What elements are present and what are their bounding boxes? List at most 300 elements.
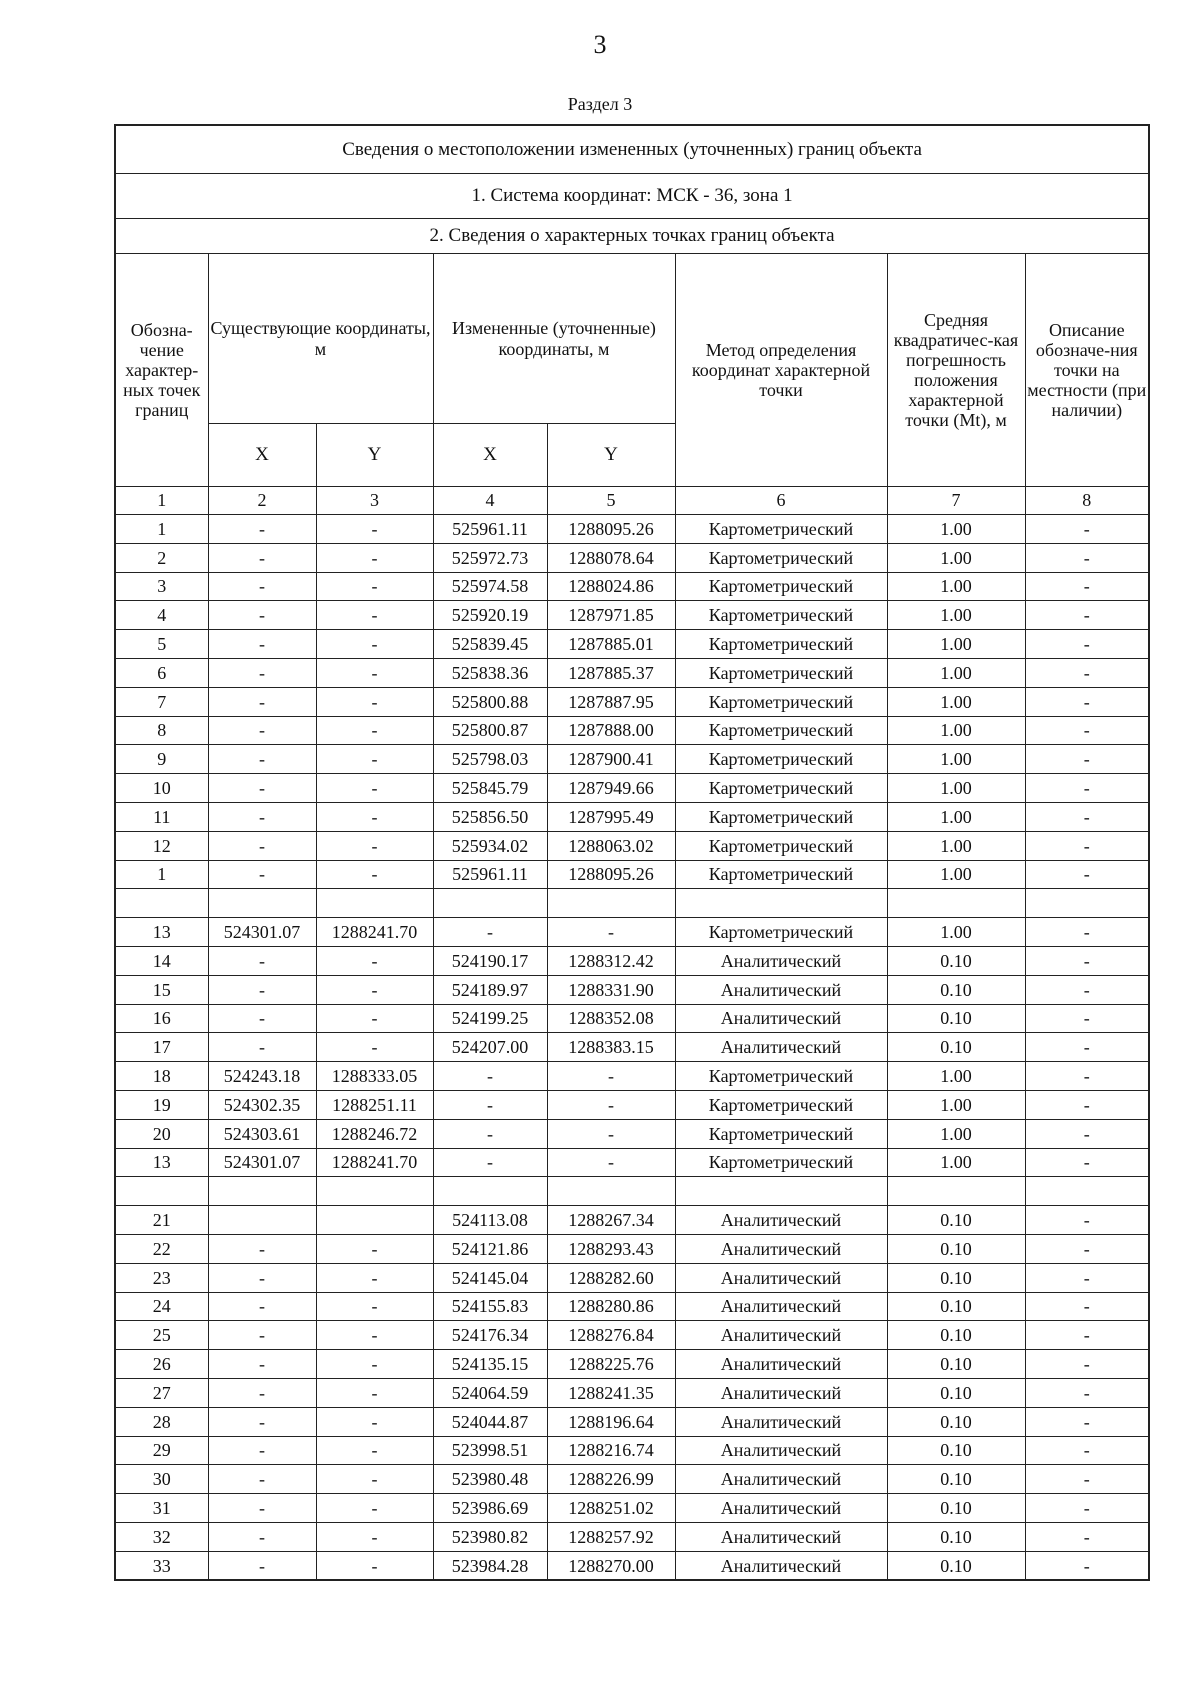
- method-cell: Картометрический: [675, 745, 887, 774]
- column-number: 7: [887, 487, 1025, 515]
- method-cell: Картометрический: [675, 630, 887, 659]
- changed-x-cell: -: [433, 918, 547, 947]
- existing-y-cell: -: [316, 1522, 433, 1551]
- table-row: [115, 1494, 1149, 1523]
- changed-y-cell: 1288241.35: [547, 1378, 675, 1407]
- existing-x-cell: -: [208, 1436, 316, 1465]
- method-cell: [675, 889, 887, 918]
- changed-y-cell: 1288267.34: [547, 1206, 675, 1235]
- method-cell: Картометрический: [675, 1148, 887, 1177]
- point-number-cell: 32: [115, 1522, 208, 1551]
- changed-x-cell: -: [433, 1119, 547, 1148]
- table-row: [115, 831, 1149, 860]
- table-row: [115, 946, 1149, 975]
- point-number-cell: 33: [115, 1551, 208, 1580]
- existing-x-cell: -: [208, 630, 316, 659]
- existing-y-cell: -: [316, 1465, 433, 1494]
- mean-error-cell: 0.10: [887, 1321, 1025, 1350]
- existing-x-cell: [208, 1177, 316, 1206]
- mean-error-cell: 1.00: [887, 918, 1025, 947]
- existing-x-cell: -: [208, 1321, 316, 1350]
- changed-x-cell: -: [433, 1090, 547, 1119]
- changed-y-cell: -: [547, 1119, 675, 1148]
- mean-error-cell: 0.10: [887, 1292, 1025, 1321]
- method-cell: Картометрический: [675, 860, 887, 889]
- changed-y-cell: 1288331.90: [547, 975, 675, 1004]
- existing-x-cell: 524301.07: [208, 918, 316, 947]
- point-number-cell: 18: [115, 1062, 208, 1091]
- description-cell: [1025, 1177, 1149, 1206]
- point-number-cell: [115, 1177, 208, 1206]
- changed-x-cell: 524190.17: [433, 946, 547, 975]
- table-row: [115, 1062, 1149, 1091]
- changed-y-cell: 1287887.95: [547, 687, 675, 716]
- mean-error-cell: 0.10: [887, 975, 1025, 1004]
- description-cell: -: [1025, 630, 1149, 659]
- point-number-cell: 5: [115, 630, 208, 659]
- header-description: Описание обозначе-ния точки на местности (при наличии): [1025, 254, 1149, 487]
- mean-error-cell: 0.10: [887, 1407, 1025, 1436]
- changed-y-cell: 1288251.02: [547, 1494, 675, 1523]
- section-label: Раздел 3: [567, 94, 633, 114]
- existing-x-cell: 524303.61: [208, 1119, 316, 1148]
- changed-y-cell: 1288095.26: [547, 515, 675, 544]
- table-row: [115, 630, 1149, 659]
- description-cell: -: [1025, 774, 1149, 803]
- changed-x-cell: 524113.08: [433, 1206, 547, 1235]
- mean-error-cell: 1.00: [887, 831, 1025, 860]
- changed-y-cell: 1288383.15: [547, 1033, 675, 1062]
- existing-x-cell: 524302.35: [208, 1090, 316, 1119]
- table-row: [115, 1148, 1149, 1177]
- changed-x-cell: 523986.69: [433, 1494, 547, 1523]
- changed-y-cell: 1288225.76: [547, 1350, 675, 1379]
- existing-y-cell: -: [316, 630, 433, 659]
- method-cell: Картометрический: [675, 802, 887, 831]
- table-row: [115, 543, 1149, 572]
- changed-y-cell: 1288024.86: [547, 572, 675, 601]
- mean-error-cell: 0.10: [887, 1234, 1025, 1263]
- point-number-cell: 30: [115, 1465, 208, 1494]
- existing-x-cell: -: [208, 1407, 316, 1436]
- description-cell: -: [1025, 1263, 1149, 1292]
- mean-error-cell: 1.00: [887, 1090, 1025, 1119]
- changed-y-cell: 1288293.43: [547, 1234, 675, 1263]
- description-cell: -: [1025, 802, 1149, 831]
- existing-x-cell: -: [208, 658, 316, 687]
- mean-error-cell: 0.10: [887, 1522, 1025, 1551]
- table-row: [115, 1206, 1149, 1235]
- description-cell: -: [1025, 860, 1149, 889]
- changed-x-cell: -: [433, 1062, 547, 1091]
- mean-error-cell: 1.00: [887, 601, 1025, 630]
- changed-y-cell: 1287885.37: [547, 658, 675, 687]
- changed-x-cell: [433, 1177, 547, 1206]
- changed-y-cell: 1288216.74: [547, 1436, 675, 1465]
- changed-x-cell: 525845.79: [433, 774, 547, 803]
- changed-x-cell: 525838.36: [433, 658, 547, 687]
- existing-x-cell: -: [208, 860, 316, 889]
- description-cell: -: [1025, 1033, 1149, 1062]
- description-cell: -: [1025, 543, 1149, 572]
- existing-x-cell: -: [208, 802, 316, 831]
- changed-y-cell: 1288078.64: [547, 543, 675, 572]
- changed-x-cell: [433, 889, 547, 918]
- changed-x-cell: 523980.48: [433, 1465, 547, 1494]
- changed-x-cell: 524044.87: [433, 1407, 547, 1436]
- changed-x-cell: 524199.25: [433, 1004, 547, 1033]
- existing-x-cell: [208, 1206, 316, 1235]
- existing-x-cell: -: [208, 1378, 316, 1407]
- changed-x-cell: 524145.04: [433, 1263, 547, 1292]
- changed-y-cell: 1288282.60: [547, 1263, 675, 1292]
- existing-y-cell: -: [316, 687, 433, 716]
- changed-y-cell: 1288257.92: [547, 1522, 675, 1551]
- column-number: 1: [115, 487, 208, 515]
- header-x-existing: X: [208, 424, 316, 487]
- method-cell: Картометрический: [675, 515, 887, 544]
- mean-error-cell: 0.10: [887, 1551, 1025, 1580]
- existing-x-cell: -: [208, 687, 316, 716]
- existing-y-cell: 1288333.05: [316, 1062, 433, 1091]
- point-number-cell: 15: [115, 975, 208, 1004]
- point-number-cell: [115, 889, 208, 918]
- existing-y-cell: -: [316, 802, 433, 831]
- mean-error-cell: 0.10: [887, 1263, 1025, 1292]
- changed-y-cell: -: [547, 1148, 675, 1177]
- changed-x-cell: 525800.87: [433, 716, 547, 745]
- changed-y-cell: 1287888.00: [547, 716, 675, 745]
- description-cell: [1025, 889, 1149, 918]
- changed-x-cell: 524176.34: [433, 1321, 547, 1350]
- method-cell: Аналитический: [675, 1551, 887, 1580]
- point-number-cell: 23: [115, 1263, 208, 1292]
- changed-y-cell: 1287900.41: [547, 745, 675, 774]
- header-mean-error: Средняя квадратичес-кая погрешность положения характерной точки (Mt), м: [887, 254, 1025, 487]
- method-cell: Аналитический: [675, 1263, 887, 1292]
- changed-x-cell: 525961.11: [433, 515, 547, 544]
- table-row: [115, 1292, 1149, 1321]
- point-number-cell: 6: [115, 658, 208, 687]
- existing-x-cell: 524243.18: [208, 1062, 316, 1091]
- table-row: [115, 601, 1149, 630]
- method-cell: Картометрический: [675, 543, 887, 572]
- method-cell: Аналитический: [675, 946, 887, 975]
- changed-y-cell: 1287885.01: [547, 630, 675, 659]
- table-row: [115, 975, 1149, 1004]
- changed-x-cell: 523998.51: [433, 1436, 547, 1465]
- header-existing-coords: Существующие координаты, м: [208, 254, 433, 424]
- changed-y-cell: -: [547, 1090, 675, 1119]
- description-cell: -: [1025, 946, 1149, 975]
- column-number: 5: [547, 487, 675, 515]
- method-cell: Аналитический: [675, 975, 887, 1004]
- point-number-cell: 24: [115, 1292, 208, 1321]
- existing-y-cell: -: [316, 1234, 433, 1263]
- description-cell: -: [1025, 831, 1149, 860]
- existing-x-cell: -: [208, 1522, 316, 1551]
- description-cell: -: [1025, 1465, 1149, 1494]
- method-cell: Картометрический: [675, 572, 887, 601]
- existing-y-cell: -: [316, 1321, 433, 1350]
- changed-y-cell: 1288280.86: [547, 1292, 675, 1321]
- existing-y-cell: -: [316, 601, 433, 630]
- changed-x-cell: 524207.00: [433, 1033, 547, 1062]
- changed-y-cell: 1288063.02: [547, 831, 675, 860]
- point-number-cell: 4: [115, 601, 208, 630]
- existing-x-cell: -: [208, 1234, 316, 1263]
- existing-y-cell: -: [316, 1263, 433, 1292]
- table-row: [115, 774, 1149, 803]
- existing-x-cell: -: [208, 1292, 316, 1321]
- changed-y-cell: 1287995.49: [547, 802, 675, 831]
- changed-x-cell: 525934.02: [433, 831, 547, 860]
- existing-y-cell: -: [316, 1436, 433, 1465]
- existing-x-cell: -: [208, 745, 316, 774]
- description-cell: -: [1025, 515, 1149, 544]
- point-number-cell: 29: [115, 1436, 208, 1465]
- point-number-cell: 8: [115, 716, 208, 745]
- changed-x-cell: 525839.45: [433, 630, 547, 659]
- method-cell: Картометрический: [675, 658, 887, 687]
- existing-x-cell: -: [208, 774, 316, 803]
- mean-error-cell: 0.10: [887, 1465, 1025, 1494]
- mean-error-cell: 1.00: [887, 745, 1025, 774]
- mean-error-cell: 0.10: [887, 1494, 1025, 1523]
- changed-x-cell: 524064.59: [433, 1378, 547, 1407]
- description-cell: -: [1025, 1494, 1149, 1523]
- point-number-cell: 14: [115, 946, 208, 975]
- existing-x-cell: -: [208, 515, 316, 544]
- method-cell: Аналитический: [675, 1407, 887, 1436]
- mean-error-cell: 0.10: [887, 1436, 1025, 1465]
- table-row: [115, 1350, 1149, 1379]
- changed-x-cell: 523980.82: [433, 1522, 547, 1551]
- description-cell: -: [1025, 658, 1149, 687]
- column-number: 8: [1025, 487, 1149, 515]
- changed-x-cell: 524135.15: [433, 1350, 547, 1379]
- method-cell: Аналитический: [675, 1378, 887, 1407]
- changed-x-cell: 524189.97: [433, 975, 547, 1004]
- header-y-existing: Y: [316, 424, 433, 487]
- mean-error-cell: 1.00: [887, 802, 1025, 831]
- table-row: [115, 1090, 1149, 1119]
- point-number-cell: 20: [115, 1119, 208, 1148]
- changed-x-cell: 525856.50: [433, 802, 547, 831]
- method-cell: Аналитический: [675, 1004, 887, 1033]
- existing-y-cell: -: [316, 1407, 433, 1436]
- spacer-row: [115, 889, 1149, 918]
- table-row: [115, 572, 1149, 601]
- description-cell: -: [1025, 1551, 1149, 1580]
- existing-y-cell: -: [316, 1292, 433, 1321]
- table-row: [115, 1004, 1149, 1033]
- existing-y-cell: -: [316, 831, 433, 860]
- table-row: [115, 1407, 1149, 1436]
- existing-x-cell: -: [208, 975, 316, 1004]
- existing-y-cell: -: [316, 1033, 433, 1062]
- table-row: [115, 1551, 1149, 1580]
- coordinate-system: 1. Система координат: МСК - 36, зона 1: [115, 174, 1149, 219]
- changed-y-cell: 1287949.66: [547, 774, 675, 803]
- mean-error-cell: 0.10: [887, 1350, 1025, 1379]
- changed-y-cell: -: [547, 918, 675, 947]
- method-cell: [675, 1177, 887, 1206]
- description-cell: -: [1025, 1321, 1149, 1350]
- existing-x-cell: -: [208, 1465, 316, 1494]
- existing-y-cell: -: [316, 1551, 433, 1580]
- changed-y-cell: 1288276.84: [547, 1321, 675, 1350]
- description-cell: -: [1025, 687, 1149, 716]
- point-number-cell: 25: [115, 1321, 208, 1350]
- existing-x-cell: 524301.07: [208, 1148, 316, 1177]
- changed-x-cell: -: [433, 1148, 547, 1177]
- point-number-cell: 1: [115, 515, 208, 544]
- column-number: 6: [675, 487, 887, 515]
- coordinates-table: [114, 124, 1150, 1581]
- mean-error-cell: 1.00: [887, 1148, 1025, 1177]
- description-cell: -: [1025, 1407, 1149, 1436]
- description-cell: -: [1025, 975, 1149, 1004]
- changed-x-cell: 525800.88: [433, 687, 547, 716]
- changed-x-cell: 523984.28: [433, 1551, 547, 1580]
- description-cell: -: [1025, 1292, 1149, 1321]
- mean-error-cell: [887, 1177, 1025, 1206]
- existing-x-cell: -: [208, 831, 316, 860]
- mean-error-cell: 0.10: [887, 1378, 1025, 1407]
- method-cell: Аналитический: [675, 1494, 887, 1523]
- method-cell: Аналитический: [675, 1033, 887, 1062]
- method-cell: Картометрический: [675, 687, 887, 716]
- existing-x-cell: -: [208, 946, 316, 975]
- method-cell: Аналитический: [675, 1292, 887, 1321]
- method-cell: Аналитический: [675, 1234, 887, 1263]
- method-cell: Картометрический: [675, 1090, 887, 1119]
- mean-error-cell: 1.00: [887, 1062, 1025, 1091]
- existing-y-cell: -: [316, 860, 433, 889]
- table-row: [115, 515, 1149, 544]
- table-row: [115, 1033, 1149, 1062]
- point-number-cell: 9: [115, 745, 208, 774]
- table-row: [115, 745, 1149, 774]
- header-changed-coords: Измененные (уточненные) координаты, м: [433, 254, 675, 424]
- header-point-designation: Обозна-чение характер-ных точек границ: [115, 254, 208, 487]
- mean-error-cell: 1.00: [887, 543, 1025, 572]
- description-cell: -: [1025, 1148, 1149, 1177]
- mean-error-cell: 1.00: [887, 716, 1025, 745]
- method-cell: Картометрический: [675, 831, 887, 860]
- mean-error-cell: 0.10: [887, 1206, 1025, 1235]
- table-title: Сведения о местоположении измененных (уточненных) границ объекта: [115, 125, 1149, 174]
- mean-error-cell: 1.00: [887, 572, 1025, 601]
- column-number: 4: [433, 487, 547, 515]
- description-cell: -: [1025, 1206, 1149, 1235]
- header-y-changed: Y: [547, 424, 675, 487]
- mean-error-cell: 0.10: [887, 1033, 1025, 1062]
- changed-y-cell: 1288270.00: [547, 1551, 675, 1580]
- column-number: 3: [316, 487, 433, 515]
- table-row: [115, 1378, 1149, 1407]
- changed-x-cell: 524155.83: [433, 1292, 547, 1321]
- changed-y-cell: 1288095.26: [547, 860, 675, 889]
- method-cell: Аналитический: [675, 1436, 887, 1465]
- header-x-changed: X: [433, 424, 547, 487]
- point-number-cell: 21: [115, 1206, 208, 1235]
- existing-x-cell: -: [208, 1494, 316, 1523]
- existing-y-cell: [316, 1177, 433, 1206]
- mean-error-cell: [887, 889, 1025, 918]
- mean-error-cell: 1.00: [887, 1119, 1025, 1148]
- existing-x-cell: [208, 889, 316, 918]
- changed-y-cell: 1288196.64: [547, 1407, 675, 1436]
- description-cell: -: [1025, 1004, 1149, 1033]
- column-number-row: [115, 487, 1149, 515]
- method-cell: Аналитический: [675, 1206, 887, 1235]
- table-row: [115, 1465, 1149, 1494]
- point-number-cell: 13: [115, 1148, 208, 1177]
- existing-y-cell: -: [316, 716, 433, 745]
- description-cell: -: [1025, 601, 1149, 630]
- description-cell: -: [1025, 1378, 1149, 1407]
- existing-y-cell: 1288241.70: [316, 918, 433, 947]
- mean-error-cell: 1.00: [887, 515, 1025, 544]
- existing-x-cell: -: [208, 1263, 316, 1292]
- points-heading: 2. Сведения о характерных точках границ объекта: [115, 219, 1149, 254]
- existing-y-cell: -: [316, 1004, 433, 1033]
- point-number-cell: 22: [115, 1234, 208, 1263]
- existing-y-cell: -: [316, 1494, 433, 1523]
- mean-error-cell: 1.00: [887, 658, 1025, 687]
- method-cell: Аналитический: [675, 1350, 887, 1379]
- point-number-cell: 16: [115, 1004, 208, 1033]
- table-row: [115, 1263, 1149, 1292]
- changed-x-cell: 525972.73: [433, 543, 547, 572]
- existing-x-cell: -: [208, 1004, 316, 1033]
- method-cell: Аналитический: [675, 1321, 887, 1350]
- description-cell: -: [1025, 716, 1149, 745]
- point-number-cell: 10: [115, 774, 208, 803]
- mean-error-cell: 1.00: [887, 774, 1025, 803]
- existing-y-cell: -: [316, 774, 433, 803]
- description-cell: -: [1025, 1522, 1149, 1551]
- existing-y-cell: -: [316, 515, 433, 544]
- existing-x-cell: -: [208, 572, 316, 601]
- existing-x-cell: -: [208, 1551, 316, 1580]
- table-row: [115, 716, 1149, 745]
- point-number-cell: 13: [115, 918, 208, 947]
- changed-y-cell: 1287971.85: [547, 601, 675, 630]
- point-number-cell: 17: [115, 1033, 208, 1062]
- mean-error-cell: 1.00: [887, 687, 1025, 716]
- method-cell: Аналитический: [675, 1522, 887, 1551]
- changed-y-cell: -: [547, 1062, 675, 1091]
- changed-x-cell: 525961.11: [433, 860, 547, 889]
- existing-x-cell: -: [208, 543, 316, 572]
- description-cell: -: [1025, 1119, 1149, 1148]
- existing-x-cell: -: [208, 1033, 316, 1062]
- page-number: 3: [593, 30, 607, 59]
- existing-y-cell: -: [316, 543, 433, 572]
- description-cell: -: [1025, 1350, 1149, 1379]
- method-cell: Картометрический: [675, 716, 887, 745]
- table-row: [115, 860, 1149, 889]
- changed-y-cell: 1288312.42: [547, 946, 675, 975]
- method-cell: Картометрический: [675, 774, 887, 803]
- existing-x-cell: -: [208, 601, 316, 630]
- existing-y-cell: -: [316, 975, 433, 1004]
- point-number-cell: 1: [115, 860, 208, 889]
- column-number: 2: [208, 487, 316, 515]
